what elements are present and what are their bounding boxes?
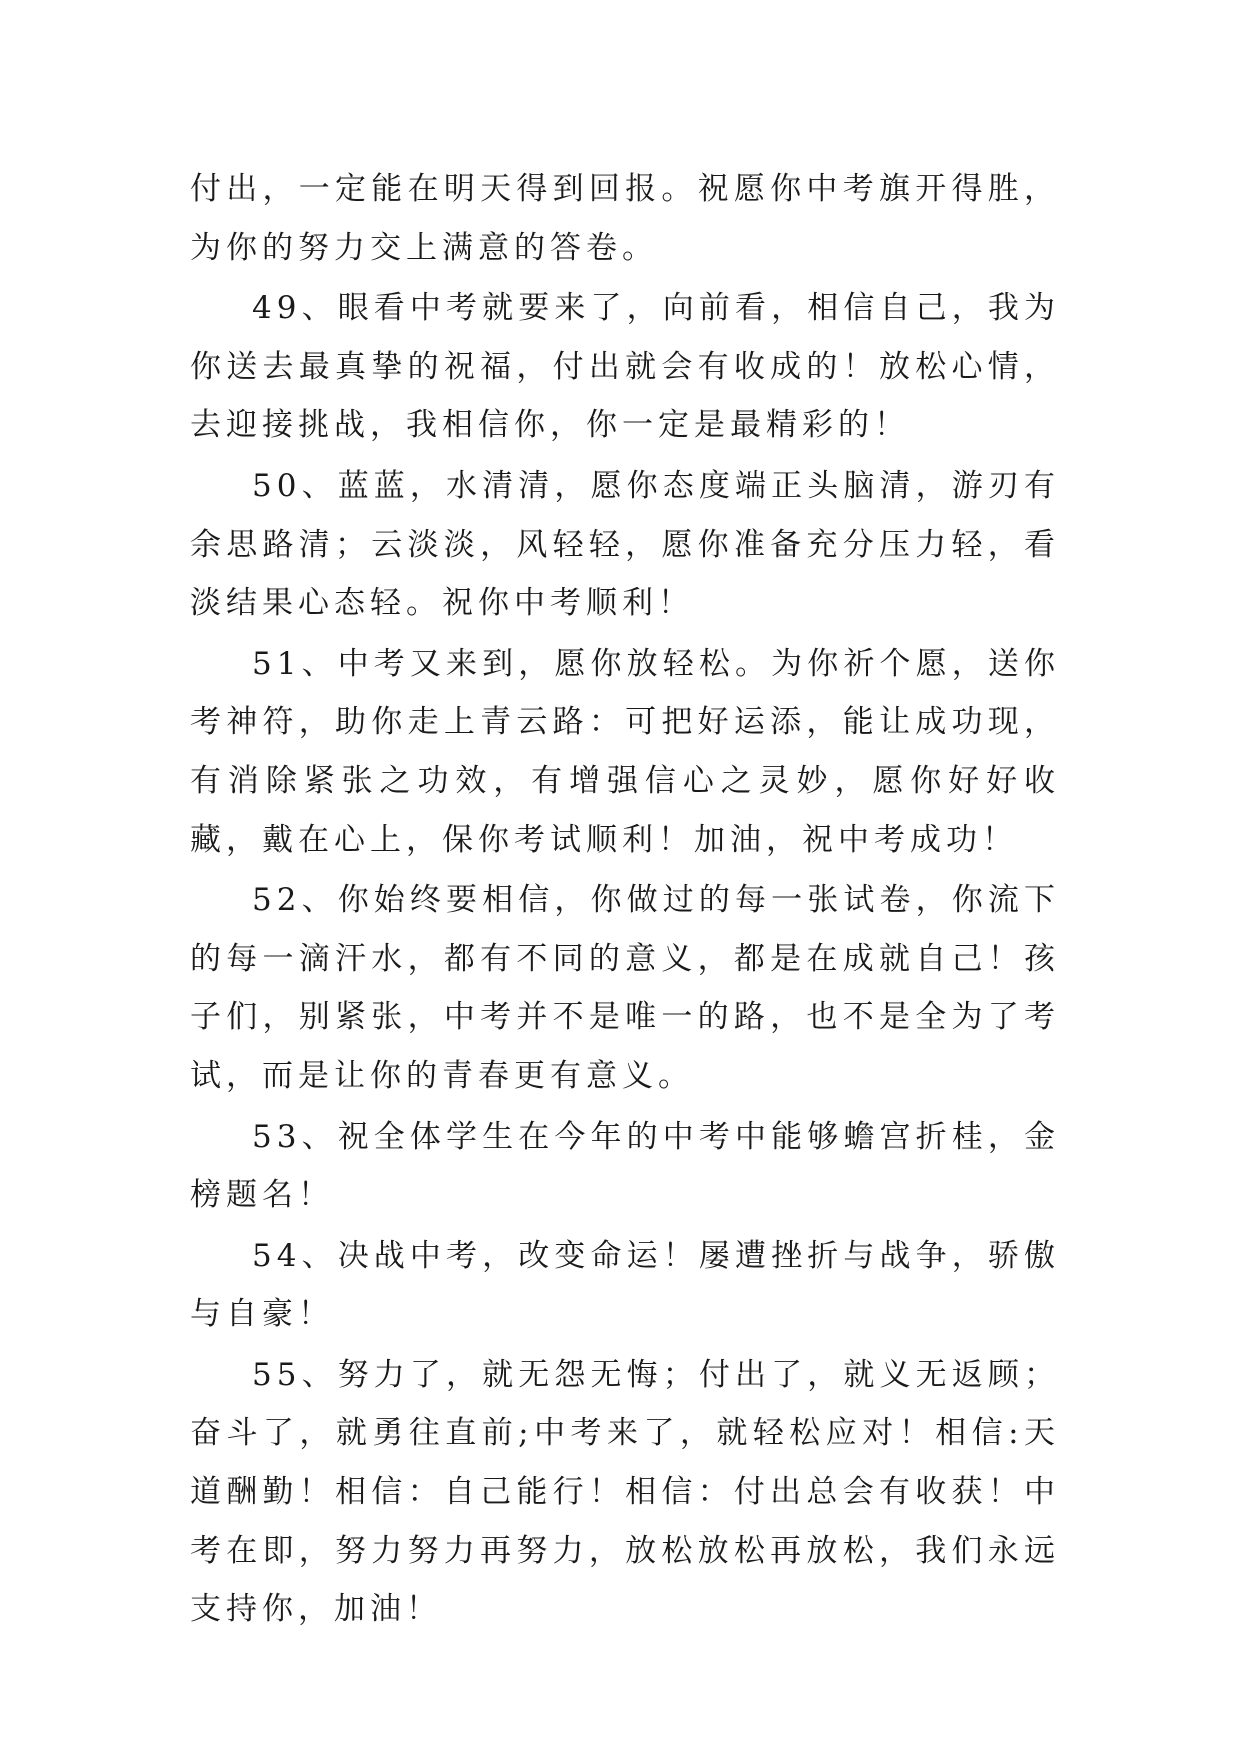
body-text [190, 160, 1060, 1641]
paragraph-53: 53、祝全体学生在今年的中考中能够蟾宫折桂，金榜题名！ [190, 1118, 1060, 1214]
paragraph-52: 52、你始终要相信，你做过的每一张试卷，你流下的每一滴汗水，都有不同的意义，都是在成就自己！孩子们，别紧张，中考并不是唯一的路，也不是全为了考试，而是让你的青春更有意义。 [190, 882, 1060, 1094]
paragraph-51: 51、中考又来到，愿你放轻松。为你祈个愿，送你考神符，助你走上青云路：可把好运添，能让成功现，有消除紧张之功效，有增强信心之灵妙，愿你好好收藏，戴在心上，保你考试顺利！加油，祝中考成功！ [190, 645, 1060, 858]
paragraph-continuation: 付出，一定能在明天得到回报。祝愿你中考旗开得胜，为你的努力交上满意的答卷。 [190, 171, 1060, 266]
paragraph-55: 55、努力了，就无怨无悔；付出了，就义无返顾；奋斗了，就勇往直前;中考来了，就轻松应对！相信:天道酬勤！相信：自己能行！相信：付出总会有收获！中考在即，努力努力再努力，放松放松再放松，我们永远支持你，加油！ [190, 1356, 1060, 1628]
paragraph-54: 54、决战中考，改变命运！屡遭挫折与战争，骄傲与自豪！ [190, 1237, 1060, 1333]
paragraph-49: 49、眼看中考就要来了，向前看，相信自己，我为你送去最真挚的祝福，付出就会有收成的！放松心情，去迎接挑战，我相信你，你一定是最精彩的！ [190, 290, 1060, 444]
paragraph-50: 50、蓝蓝，水清清，愿你态度端正头脑清，游刃有余思路清；云淡淡，风轻轻，愿你准备充分压力轻，看淡结果心态轻。祝你中考顺利！ [190, 467, 1060, 622]
